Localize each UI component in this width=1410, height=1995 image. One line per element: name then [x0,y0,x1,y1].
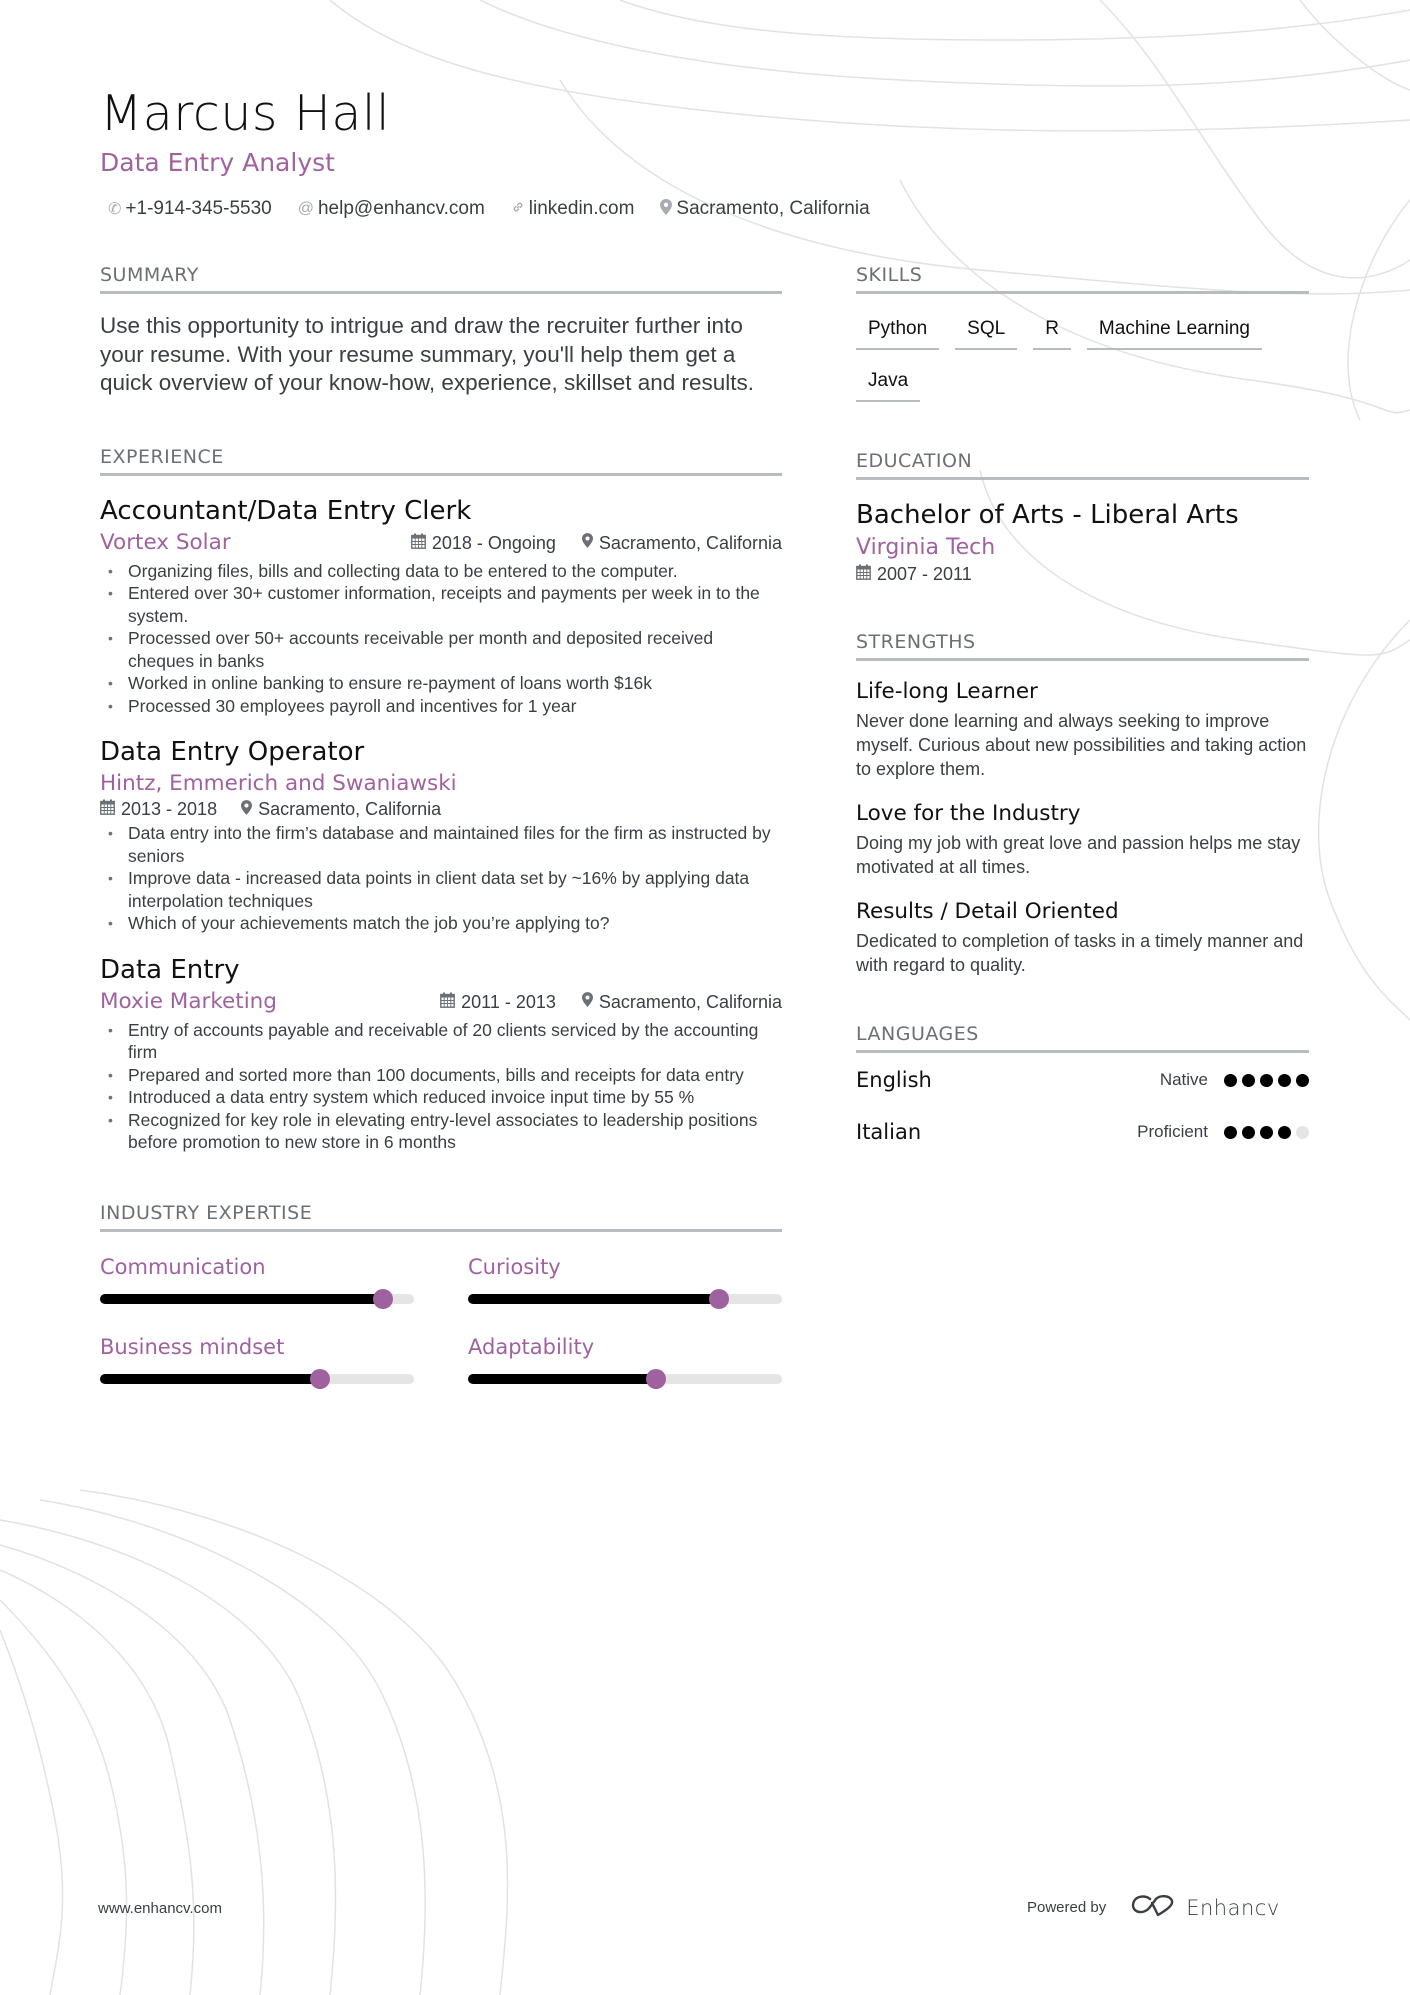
linkedin-text: linkedin.com [528,198,635,219]
filled-dot-icon [1242,1074,1255,1087]
summary-heading: SUMMARY [100,262,782,294]
contact-email[interactable] [298,198,485,220]
experience-heading: EXPERIENCE [100,444,782,476]
languages-section [856,1021,1309,1149]
expertise-slider [100,1374,414,1384]
job-bullets [100,1019,782,1154]
slider-knob [373,1289,393,1309]
summary-text: Use this opportunity to intrigue and draw the recruiter further into your resume. With your resume summary, you'll help them get a quick overview of your know-how, experience, skillset and results. [100,313,755,395]
strengths-section [856,629,1309,977]
job-location: Sacramento, California [598,532,782,553]
contact-location [660,198,869,220]
company-name: Vortex Solar [100,529,231,555]
filled-dot-icon [1296,1074,1309,1087]
left-column [100,262,782,1384]
contact-linkedin[interactable] [511,198,635,220]
footer-powered-by[interactable] [1027,1893,1280,1922]
expertise-label: Communication [100,1254,266,1279]
bullet-item: • Worked in online banking to ensure re-payment of loans worth $16k [100,672,782,695]
bullet-item: • Processed over 50+ accounts receivable per month and deposited received cheques in banks [100,627,782,672]
bullet-item: • Organizing files, bills and collecting data to be entered to the computer. [100,560,782,583]
filled-dot-icon [1260,1126,1273,1139]
industry-expertise-section [100,1200,782,1384]
strength-description: Dedicated to completion of tasks in a timely manner and with regard to quality. [856,931,1304,975]
expertise-slider [468,1374,782,1384]
location-pin-icon [660,199,672,220]
strength-title: Life-long Learner [856,679,1038,704]
filled-dot-icon [1224,1074,1237,1087]
job-meta [100,799,782,820]
company-name: Moxie Marketing [100,988,277,1014]
job-title: Accountant/Data Entry Clerk [100,495,472,526]
bullet-item: • Entered over 30+ customer information, receipts and payments per week in to the system. [100,582,782,627]
industry-expertise-heading: INDUSTRY EXPERTISE [100,1200,782,1232]
skills-list [856,314,1309,402]
company-name: Hintz, Emmerich and Swaniawski [100,771,457,796]
filled-dot-icon [1242,1126,1255,1139]
proficiency-dots [1224,1074,1309,1087]
bullet-item: • Entry of accounts payable and receivable of 20 clients serviced by the accounting firm [100,1019,782,1064]
footer-website-link[interactable]: www.enhancv.com [98,1900,222,1917]
expertise-grid [100,1252,782,1384]
right-column [856,262,1309,1149]
job-dates: 2013 - 2018 [121,799,218,819]
slider-fill [100,1374,320,1384]
strength-description: Doing my job with great love and passion helps me stay motivated at all times. [856,833,1301,877]
strength-title: Results / Detail Oriented [856,899,1119,924]
enhancv-logo-icon [1130,1893,1176,1922]
email-text: help@enhancv.com [317,198,485,219]
experience-section [100,444,782,1154]
location-pin-icon [582,992,593,1012]
language-level: Proficient [1137,1122,1208,1141]
strength-title: Love for the Industry [856,801,1081,826]
job-entry [100,953,782,1154]
language-name: Italian [856,1120,922,1144]
education-heading: EDUCATION [856,448,1309,480]
filled-dot-icon [1224,1126,1237,1139]
bullet-item: • Improve data - increased data points in client data set by ~16% by applying data interpolation techniques [100,867,782,912]
expertise-item [468,1252,782,1304]
filled-dot-icon [1278,1126,1291,1139]
enhancv-logo [1130,1893,1280,1922]
slider-knob [709,1289,729,1309]
enhancv-brand-name: Enhancv [1186,1895,1280,1920]
strengths-heading: STRENGTHS [856,629,1309,661]
candidate-title: Data Entry Analyst [100,148,335,177]
job-meta [440,992,782,1013]
language-item [856,1063,1309,1097]
contact-phone[interactable] [108,198,272,220]
bullet-item: • Introduced a data entry system which reduced invoice input time by 55 % [100,1086,782,1109]
expertise-label: Business mindset [100,1334,285,1359]
skill-tag: Java [856,366,920,402]
strength-item [856,677,1309,781]
calendar-icon [440,992,455,1013]
language-item [856,1115,1309,1149]
education-school: Virginia Tech [856,535,996,560]
skill-tag: R [1033,314,1071,350]
slider-fill [468,1374,656,1384]
strength-item [856,799,1309,879]
candidate-name: Marcus Hall [100,85,391,142]
expertise-label: Adaptability [468,1334,595,1359]
strength-description: Never done learning and always seeking to improve myself. Curious about new possibilities and taking action to explore them. [856,711,1307,779]
slider-knob [646,1369,666,1389]
skills-section [856,262,1309,402]
summary-section [100,262,782,398]
job-bullets [100,822,782,935]
skills-heading: SKILLS [856,262,1309,294]
bullet-item: • Data entry into the firm’s database and maintained files for the firm as instructed by seniors [100,822,782,867]
slider-knob [310,1369,330,1389]
phone-text: +1-914-345-5530 [125,198,272,219]
job-location: Sacramento, California [598,991,782,1012]
bullet-item: • Which of your achievements match the job you’re applying to? [100,912,782,935]
job-dates: 2018 - Ongoing [431,532,556,553]
calendar-icon [856,564,871,585]
slider-fill [468,1294,719,1304]
location-pin-icon [241,800,252,820]
languages-heading: LANGUAGES [856,1021,1309,1053]
education-section [856,448,1309,585]
job-title: Data Entry [100,954,240,985]
education-dates-row [856,564,1309,585]
contact-info [108,198,870,220]
proficiency-dots [1224,1126,1309,1139]
job-entry [100,735,782,935]
at-icon: @ [297,200,314,217]
resume-header [100,82,870,220]
calendar-icon [100,799,115,820]
skill-tag: Machine Learning [1087,314,1262,350]
calendar-icon [411,533,426,554]
phone-icon: ✆ [108,201,122,218]
skill-tag: Python [856,314,939,350]
filled-dot-icon [1278,1074,1291,1087]
expertise-slider [100,1294,414,1304]
language-name: English [856,1068,932,1092]
bullet-item: • Processed 30 employees payroll and incentives for 1 year [100,695,782,718]
expertise-item [100,1252,414,1304]
expertise-item [468,1332,782,1384]
skill-tag: SQL [955,314,1017,350]
language-level: Native [1159,1070,1208,1089]
strength-item [856,897,1309,977]
job-bullets [100,560,782,718]
expertise-item [100,1332,414,1384]
filled-dot-icon [1260,1074,1273,1087]
expertise-label: Curiosity [468,1254,561,1279]
location-text: Sacramento, California [676,198,870,219]
location-pin-icon [582,533,593,553]
job-entry [100,494,782,718]
job-meta [411,533,782,554]
bullet-item: • Prepared and sorted more than 100 documents, bills and receipts for data entry [100,1064,782,1087]
job-dates: 2011 - 2013 [461,991,556,1012]
expertise-slider [468,1294,782,1304]
slider-fill [100,1294,383,1304]
job-location: Sacramento, California [258,799,442,819]
education-degree: Bachelor of Arts - Liberal Arts [856,500,1239,530]
education-dates: 2007 - 2011 [877,564,972,584]
job-title: Data Entry Operator [100,737,365,767]
empty-dot-icon [1296,1126,1309,1139]
powered-by-label: Powered by [1027,1899,1107,1916]
bullet-item: • Recognized for key role in elevating entry-level associates to leadership positions before promotion to new store in 6 months [100,1109,782,1154]
link-icon [511,200,525,219]
